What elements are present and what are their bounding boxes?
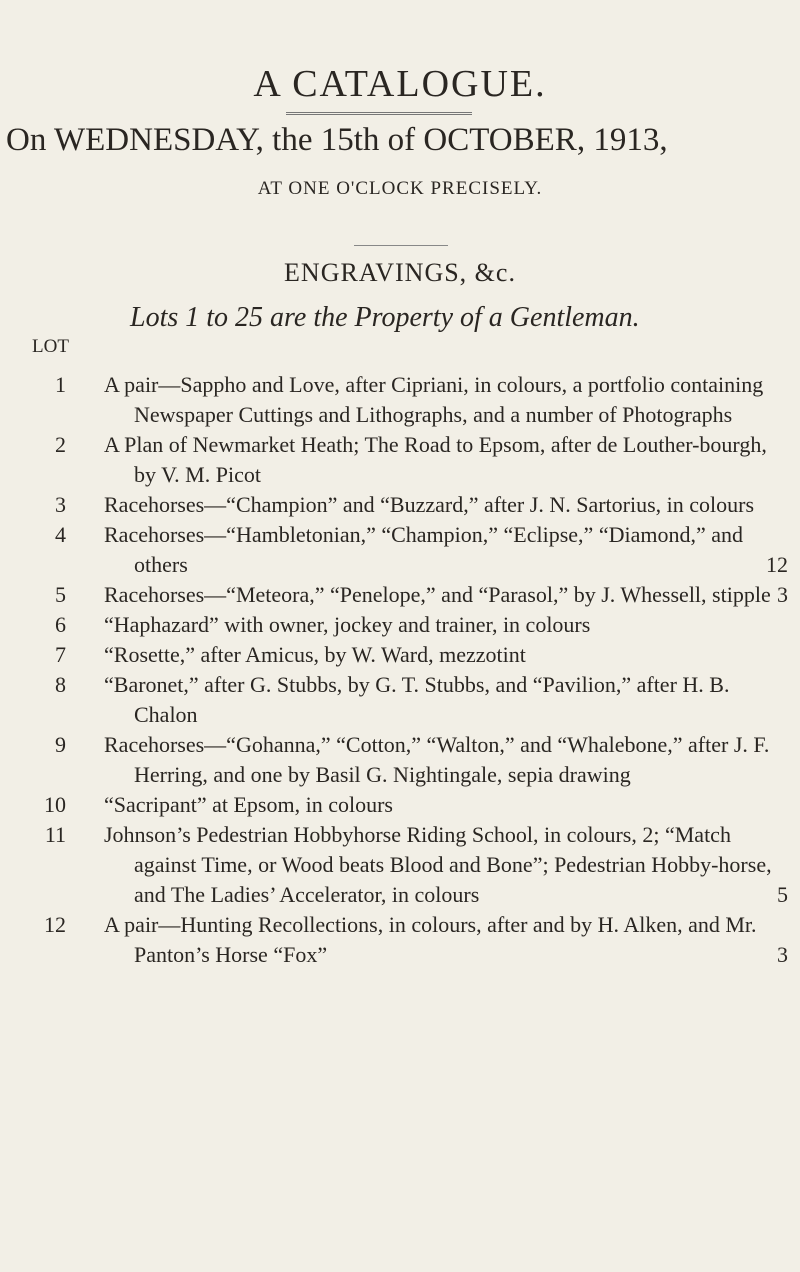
lot-number: 1 — [55, 372, 66, 397]
lot-description: Racehorses—“Meteora,” “Penelope,” and “Parasol,” by J. Whessell, stipple — [104, 582, 771, 607]
lot-quantity: 3 — [777, 582, 788, 607]
lot-item — [0, 580, 800, 610]
divider — [354, 245, 448, 246]
lot-number: 12 — [44, 912, 66, 937]
lot-description: Johnson’s Pedestrian Hobbyhorse Riding School, in colours, 2; “Match against Time, or Wood beats Blood and Bone”; Pedestrian Hobby-horse, and The Ladies’ Accelerator, in colours — [104, 822, 772, 907]
lot-number: 7 — [55, 642, 66, 667]
lot-number: 6 — [55, 612, 66, 637]
lot-quantity: 3 — [777, 942, 788, 967]
lot-item — [0, 670, 800, 730]
lot-item — [0, 520, 800, 580]
lot-item — [0, 640, 800, 670]
lot-quantity: 5 — [777, 882, 788, 907]
lot-item — [0, 790, 800, 820]
lot-item — [0, 610, 800, 640]
lot-item — [0, 490, 800, 520]
lot-item — [0, 910, 800, 970]
lot-description: Racehorses—“Hambletonian,” “Champion,” “Eclipse,” “Diamond,” and others — [104, 522, 743, 577]
lot-number: 11 — [44, 822, 66, 847]
lot-number: 9 — [55, 732, 66, 757]
lot-item — [0, 370, 800, 430]
lot-number: 2 — [55, 432, 66, 457]
lot-number: 5 — [55, 582, 66, 607]
lot-description: A Plan of Newmarket Heath; The Road to Epsom, after de Louther-bourgh, by V. M. Picot — [104, 432, 767, 487]
title-rule — [286, 112, 472, 115]
lot-number: 4 — [55, 522, 66, 547]
catalogue-title: A CATALOGUE. — [253, 63, 547, 105]
property-note: Lots 1 to 25 are the Property of a Gentleman. — [130, 302, 640, 333]
lot-list — [0, 370, 800, 970]
lot-description: “Sacripant” at Epsom, in colours — [104, 792, 393, 817]
lot-number: 8 — [55, 672, 66, 697]
lot-description: Racehorses—“Gohanna,” “Cotton,” “Walton,” and “Whalebone,” after J. F. Herring, and one by Basil G. Nightingale, sepia drawing — [104, 732, 770, 787]
lot-description: “Haphazard” with owner, jockey and trainer, in colours — [104, 612, 591, 637]
section-heading: ENGRAVINGS, &c. — [284, 258, 516, 287]
lot-item — [0, 730, 800, 790]
sale-date: On WEDNESDAY, the 15th of OCTOBER, 1913, — [6, 122, 668, 158]
lot-quantity: 12 — [766, 552, 788, 577]
lot-description: “Baronet,” after G. Stubbs, by G. T. Stubbs, and “Pavilion,” after H. B. Chalon — [104, 672, 730, 727]
lot-description: Racehorses—“Champion” and “Buzzard,” after J. N. Sartorius, in colours — [104, 492, 755, 517]
lot-item — [0, 430, 800, 490]
lot-description: A pair—Sappho and Love, after Cipriani, in colours, a portfolio containing Newspaper Cuttings and Lithographs, and a number of Photographs — [104, 372, 764, 427]
lot-description: “Rosette,” after Amicus, by W. Ward, mezzotint — [104, 642, 526, 667]
lot-item — [0, 820, 800, 910]
lot-column-label: LOT — [32, 336, 69, 357]
sale-time: AT ONE O'CLOCK PRECISELY. — [257, 178, 543, 199]
lot-number: 3 — [55, 492, 66, 517]
lot-number: 10 — [44, 792, 66, 817]
lot-description: A pair—Hunting Recollections, in colours, after and by H. Alken, and Mr. Panton’s Horse “Fox” — [104, 912, 757, 967]
